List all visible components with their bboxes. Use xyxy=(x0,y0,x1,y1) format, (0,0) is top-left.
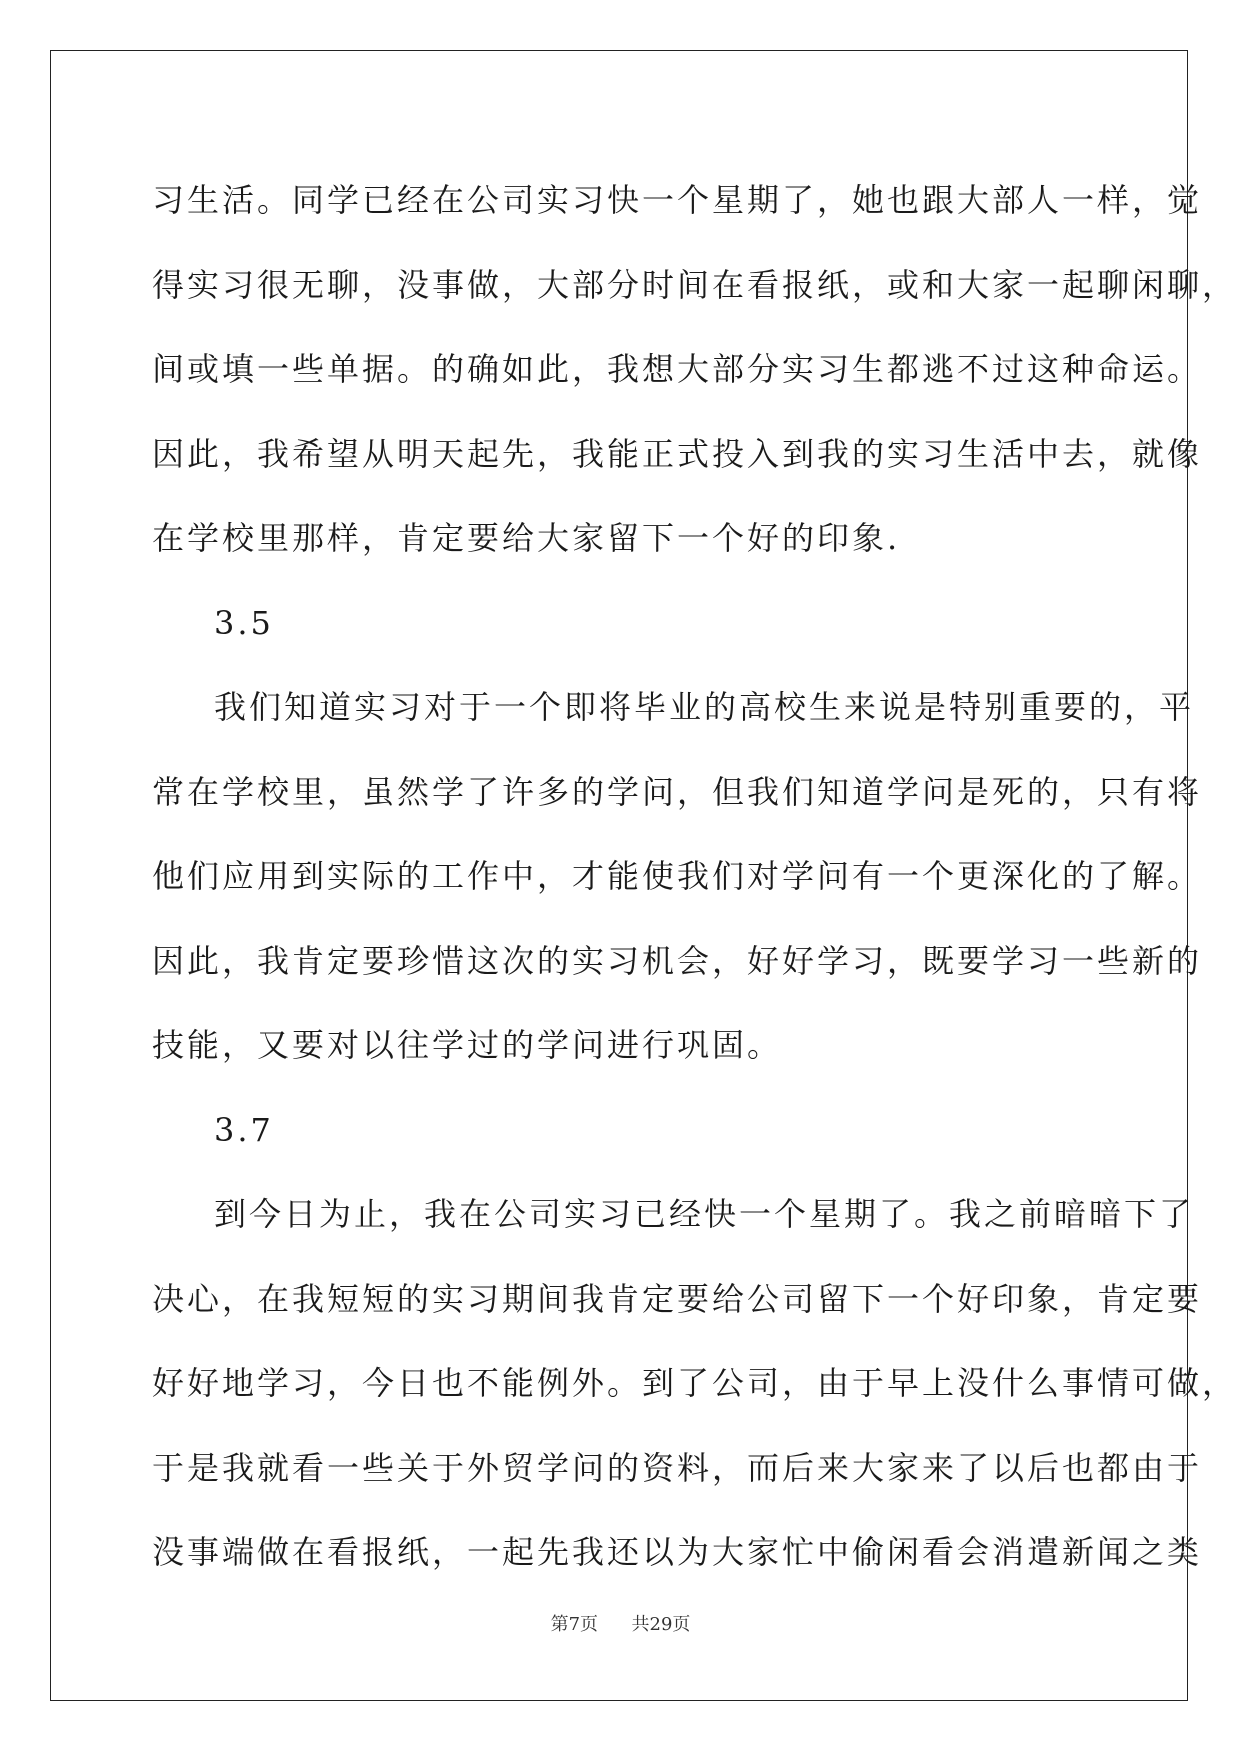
text-line: 没事端做在看报纸，一起先我还以为大家忙中偷闲看会消遣新闻之类 xyxy=(152,1533,1203,1571)
text-line: 常在学校里，虽然学了许多的学问，但我们知道学问是死的，只有将 xyxy=(152,772,1203,811)
date-heading-1 xyxy=(152,581,1092,666)
text-line: 我们知道实习对于一个即将毕业的高校生来说是特别重要的，平 xyxy=(214,688,1195,726)
date-heading-2 xyxy=(152,1088,1092,1173)
text-line: 于是我就看一些关于外贸学问的资料，而后来大家来了以后也都由于 xyxy=(152,1448,1203,1487)
date-label: 3.5 xyxy=(214,603,274,642)
date-label: 3.7 xyxy=(214,1110,274,1149)
text-line: 决心，在我短短的实习期间我肯定要给公司留下一个好印象，肯定要 xyxy=(152,1279,1203,1318)
paragraph-1 xyxy=(152,158,1238,581)
text-line: 因此，我肯定要珍惜这次的实习机会，好好学习，既要学习一些新的 xyxy=(152,941,1203,980)
page-footer xyxy=(0,1610,1241,1636)
text-line: 习生活。同学已经在公司实习快一个星期了，她也跟大部人一样，觉 xyxy=(152,181,1203,219)
paragraph-3 xyxy=(152,1172,1238,1595)
document-body xyxy=(152,158,1238,1595)
text-line: 间或填一些单据。的确如此，我想大部分实习生都逃不过这种命运。 xyxy=(152,350,1203,388)
text-line: 因此，我希望从明天起先，我能正式投入到我的实习生活中去，就像 xyxy=(152,434,1203,473)
page-number: 第7页 xyxy=(550,1614,599,1635)
text-line: 好好地学习，今日也不能例外。到了公司，由于早上没什么事情可做， xyxy=(152,1364,1238,1402)
text-line: 得实习很无聊，没事做，大部分时间在看报纸，或和大家一起聊闲聊， xyxy=(152,265,1238,304)
text-line: 在学校里那样，肯定要给大家留下一个好的印象. xyxy=(152,519,901,557)
page-total: 共29页 xyxy=(631,1614,691,1635)
text-line: 他们应用到实际的工作中，才能使我们对学问有一个更深化的了解。 xyxy=(152,857,1203,895)
text-line: 技能，又要对以往学过的学问进行巩固。 xyxy=(152,1026,783,1064)
paragraph-2 xyxy=(152,665,1203,1088)
text-line: 到今日为止，我在公司实习已经快一个星期了。我之前暗暗下了 xyxy=(214,1195,1195,1233)
